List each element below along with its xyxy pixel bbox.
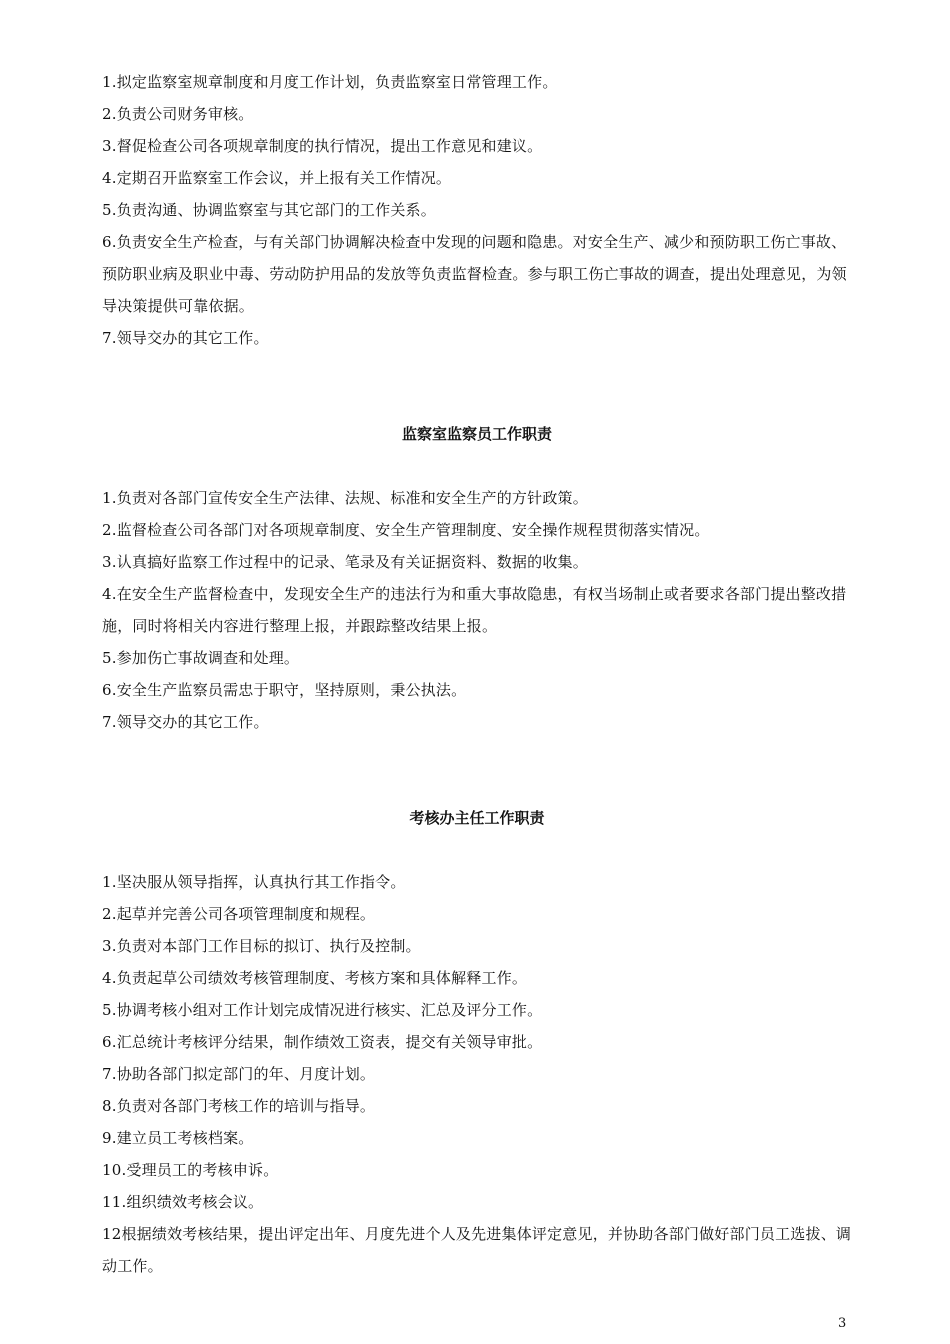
list-item: 4.在安全生产监督检查中，发现安全生产的违法行为和重大事故隐患，有权当场制止或者要求各部门提出整改措施，同时将相关内容进行整理上报，并跟踪整改结果上报。	[102, 585, 847, 635]
list-item: 3.督促检查公司各项规章制度的执行情况，提出工作意见和建议。	[102, 137, 543, 155]
list-item: 3.负责对本部门工作目标的拟订、执行及控制。	[102, 937, 421, 955]
list-item: 1.坚决服从领导指挥，认真执行其工作指令。	[102, 873, 406, 891]
list-item: 10.受理员工的考核申诉。	[102, 1161, 279, 1179]
list-item: 8.负责对各部门考核工作的培训与指导。	[102, 1097, 376, 1115]
list-item: 3.认真搞好监察工作过程中的记录、笔录及有关证据资料、数据的收集。	[102, 553, 588, 571]
section-supervision-office-duties	[102, 66, 852, 354]
list-item: 7.领导交办的其它工作。	[102, 329, 269, 347]
list-item: 2.监督检查公司各部门对各项规章制度、安全生产管理制度、安全操作规程贯彻落实情况。	[102, 521, 710, 539]
list-item: 11.组织绩效考核会议。	[102, 1193, 264, 1211]
spacer	[102, 738, 852, 802]
list-item: 4.定期召开监察室工作会议，并上报有关工作情况。	[102, 169, 452, 187]
spacer	[102, 834, 852, 866]
spacer	[102, 450, 852, 482]
list-item: 6.负责安全生产检查，与有关部门协调解决检查中发现的问题和隐患。对安全生产、减少和预防职工伤亡事故、预防职业病及职业中毒、劳动防护用品的发放等负责监督检查。参与职工伤亡事故的调查，提出处理意见，为领导决策提供可靠依据。	[102, 233, 847, 315]
list-item: 7.协助各部门拟定部门的年、月度计划。	[102, 1065, 376, 1083]
list-item: 4.负责起草公司绩效考核管理制度、考核方案和具体解释工作。	[102, 969, 528, 987]
list-item: 2.负责公司财务审核。	[102, 105, 254, 123]
section-heading: 监察室监察员工作职责	[401, 425, 552, 443]
list-item: 1.负责对各部门宣传安全生产法律、法规、标准和安全生产的方针政策。	[102, 489, 588, 507]
list-item: 12根据绩效考核结果，提出评定出年、月度先进个人及先进集体评定意见，并协助各部门做好部门员工选拔、调动工作。	[102, 1225, 852, 1275]
section-assessment-director-duties	[102, 802, 852, 1282]
spacer	[102, 354, 852, 418]
list-item: 6.汇总统计考核评分结果，制作绩效工资表，提交有关领导审批。	[102, 1033, 543, 1051]
section-supervisor-duties	[102, 418, 852, 738]
list-item: 5.负责沟通、协调监察室与其它部门的工作关系。	[102, 201, 436, 219]
list-item: 6.安全生产监察员需忠于职守，坚持原则，秉公执法。	[102, 681, 467, 699]
list-item: 1.拟定监察室规章制度和月度工作计划，负责监察室日常管理工作。	[102, 73, 558, 91]
document-content	[102, 66, 852, 1282]
list-item: 9.建立员工考核档案。	[102, 1129, 254, 1147]
section-heading: 考核办主任工作职责	[409, 809, 545, 827]
list-item: 7.领导交办的其它工作。	[102, 713, 269, 731]
list-item: 2.起草并完善公司各项管理制度和规程。	[102, 905, 376, 923]
list-item: 5.协调考核小组对工作计划完成情况进行核实、汇总及评分工作。	[102, 1001, 543, 1019]
page-number: 3	[838, 1316, 847, 1331]
list-item: 5.参加伤亡事故调查和处理。	[102, 649, 300, 667]
